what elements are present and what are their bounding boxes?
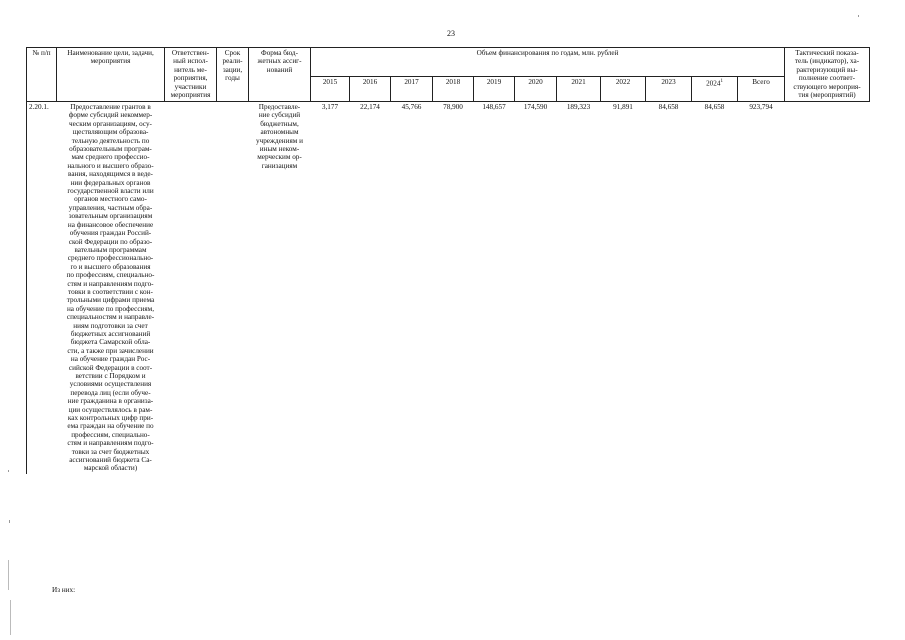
header-total: Всего — [738, 77, 785, 102]
table-row — [27, 102, 870, 474]
row-value-2017: 45,766 — [401, 103, 422, 111]
scan-speck — [9, 520, 10, 523]
row-term — [217, 102, 249, 474]
row-value-2024: 84,658 — [704, 103, 725, 111]
row-responsible — [165, 102, 217, 474]
header-year: 2018 — [433, 77, 474, 102]
row-value-2019: 148,657 — [482, 103, 506, 111]
header-year: 2023 — [646, 77, 692, 102]
row-indicator — [785, 102, 870, 474]
row-value-2021: 189,323 — [566, 103, 591, 111]
header-funding: Объем финансирования по годам, млн. рублей — [311, 48, 785, 77]
scan-speck — [8, 470, 9, 472]
row-total: 923,794 — [749, 103, 773, 111]
header-indicator: Тактический показа- тель (индикатор), ха- рактеризующий вы- полнение соответ- ствующего мероприя- тия (мероприятий) — [785, 48, 870, 102]
header-year: 2019 — [474, 77, 515, 102]
funding-table — [26, 47, 870, 474]
header-name: Наименование цели, задачи, мероприятия — [57, 48, 165, 102]
scan-speck — [8, 560, 9, 590]
header-year: 2020 — [515, 77, 557, 102]
header-num: № п/п — [27, 48, 57, 102]
row-value-2023: 84,658 — [658, 103, 679, 111]
row-name: Предоставление грантов в форме субсидий некоммер- ческим организациям, осу- ществляющим образова- тельную деятельность по образовательным програм- мам среднего профессио- нального и высшего образо- вания, находящимся в веде- нии федеральных органов государственной власти или органов местного само- управления, частным обра- зовательным организациям на финансовое обеспечение обучения граждан Россий- ской Федерации по образо- вательным программам среднего профессионально- го и высшего образования по профессиям, специально- стям и направлениям подго- товки в соответствии с кон- трольными цифрами приема на обучение по профессиям, специальностям и направле- ниям подготовки за счет бюджетных ассигнований бюджета Самарской обла- сти, а также при зачислении на обучение граждан Рос- сийской Федерации в соот- ветствии с Порядком и условиями осуществления перевода лиц (если обуче- ние гражданина в организа- ции осуществлялось в рам- ках контрольных цифр при- ема граждан на обучение по профессиям, специально- стям и направлениям подго- товки за счет бюджетных ассигнований бюджета Са- марской области) — [66, 103, 155, 473]
row-num: 2.20.1. — [27, 102, 57, 474]
row-value-2016: 22,174 — [360, 103, 380, 111]
header-row-top — [27, 48, 870, 77]
scan-speck — [858, 15, 859, 17]
row-value-2015: 3,177 — [321, 103, 339, 111]
year-2024-label: 2024 — [706, 79, 721, 88]
row-form: Предоставле- ние субсидий бюджетным, автономным учреждениям и иным неком- мерческим ор- ганизациям — [256, 103, 303, 170]
footnote-mark: 1 — [720, 79, 723, 84]
header-responsible: Ответствен- ный испол- нитель ме- роприятия, участники мероприятия — [165, 48, 217, 102]
row-value-2018: 78,900 — [443, 103, 463, 111]
header-year-2024 — [692, 77, 738, 102]
row-value-2020: 174,590 — [523, 103, 548, 111]
row-value-2022: 91,891 — [613, 103, 633, 111]
header-year: 2015 — [311, 77, 350, 102]
page-number: 23 — [447, 29, 455, 38]
header-term: Срок реали- зации, годы — [217, 48, 249, 102]
header-year: 2021 — [557, 77, 601, 102]
header-form: Форма бюд- жетных ассиг- нований — [249, 48, 311, 102]
header-year: 2017 — [391, 77, 433, 102]
header-year: 2022 — [601, 77, 646, 102]
header-year: 2016 — [350, 77, 391, 102]
scan-speck — [10, 600, 11, 635]
footer-text: Из них: — [52, 586, 76, 594]
